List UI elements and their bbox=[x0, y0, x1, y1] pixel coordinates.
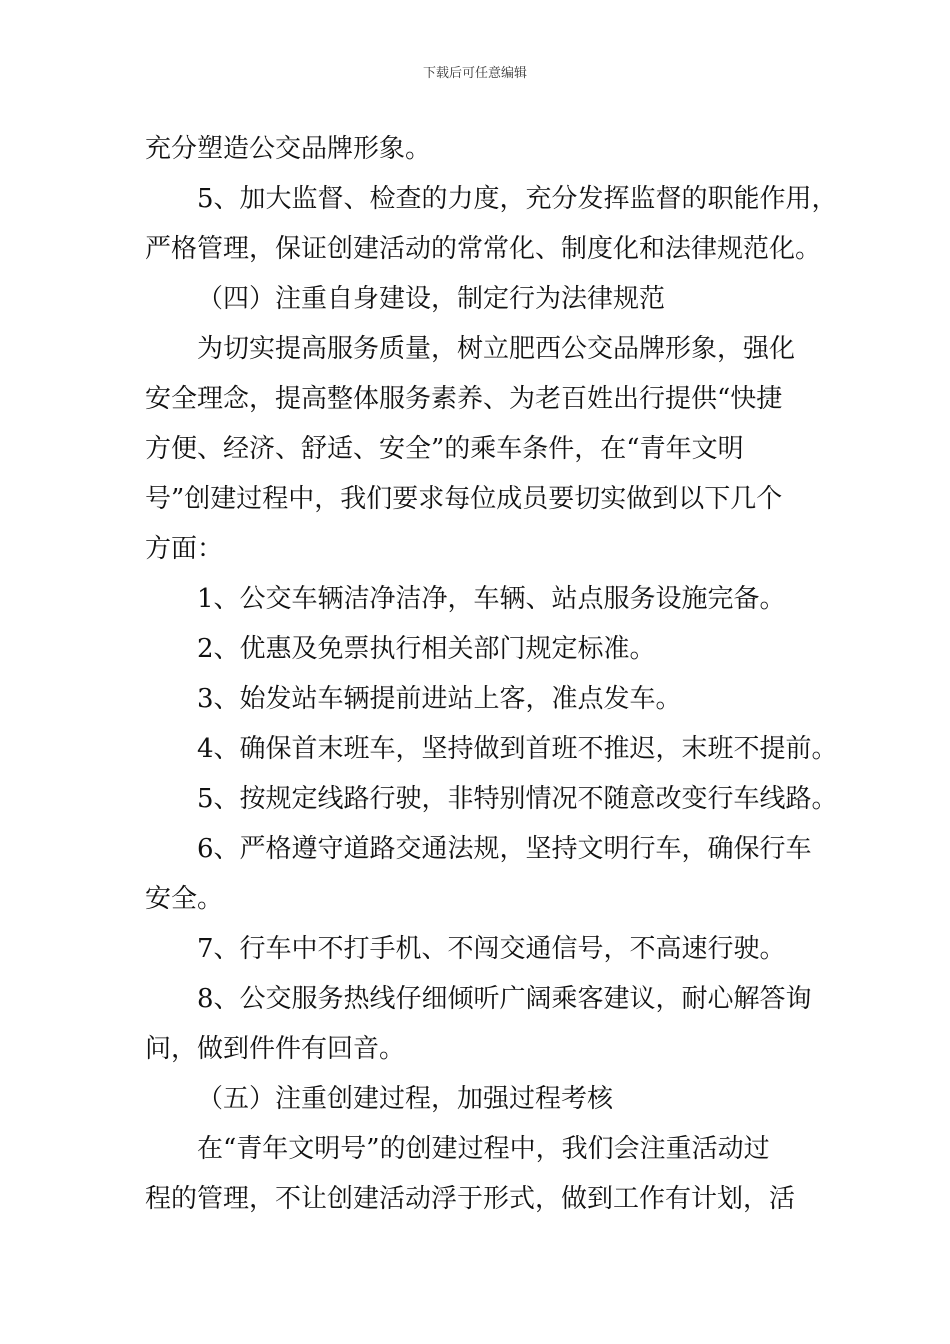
section-heading: （五）注重创建过程，加强过程考核 bbox=[197, 1084, 614, 1114]
text-line: 在“青年文明号”的创建过程中，我们会注重活动过 bbox=[197, 1134, 770, 1164]
text-line: 方面： bbox=[145, 534, 224, 564]
text-line: 严格管理，保证创建活动的常常化、制度化和法律规范化。 bbox=[145, 234, 822, 264]
text-line: 5、加大监督、检查的力度，充分发挥监督的职能作用， bbox=[197, 184, 838, 214]
text-line: 号”创建过程中，我们要求每位成员要切实做到以下几个 bbox=[145, 484, 783, 514]
text-line: 程的管理，不让创建活动浮于形式，做到工作有计划，活 bbox=[145, 1184, 796, 1214]
list-item: 2、优惠及免票执行相关部门规定标准。 bbox=[197, 634, 656, 664]
text-line: 为切实提高服务质量，树立肥西公交品牌形象，强化 bbox=[197, 334, 796, 364]
text-line: 充分塑造公交品牌形象。 bbox=[145, 134, 432, 164]
page-header: 下载后可任意编辑 bbox=[422, 66, 527, 81]
list-item: 1、公交车辆洁净洁净，车辆、站点服务设施完备。 bbox=[197, 584, 786, 614]
text-line: 安全理念，提高整体服务素养、为老百姓出行提供“快捷 bbox=[145, 384, 783, 414]
list-item: 7、行车中不打手机、不闯交通信号，不高速行驶。 bbox=[197, 934, 786, 964]
list-item: 4、确保首末班车，坚持做到首班不推迟，末班不提前。 bbox=[197, 734, 838, 764]
text-line: 问，做到件件有回音。 bbox=[145, 1034, 406, 1064]
list-item: 3、始发站车辆提前进站上客，准点发车。 bbox=[197, 684, 682, 714]
list-item: 6、严格遵守道路交通法规，坚持文明行车，确保行车 bbox=[197, 834, 812, 864]
list-item: 8、公交服务热线仔细倾听广阔乘客建议，耐心解答询 bbox=[197, 984, 812, 1014]
section-heading: （四）注重自身建设，制定行为法律规范 bbox=[197, 284, 666, 314]
text-line: 安全。 bbox=[145, 884, 224, 914]
list-item: 5、按规定线路行驶，非特别情况不随意改变行车线路。 bbox=[197, 784, 838, 814]
text-line: 方便、经济、舒适、安全”的乘车条件，在“青年文明 bbox=[145, 434, 744, 464]
